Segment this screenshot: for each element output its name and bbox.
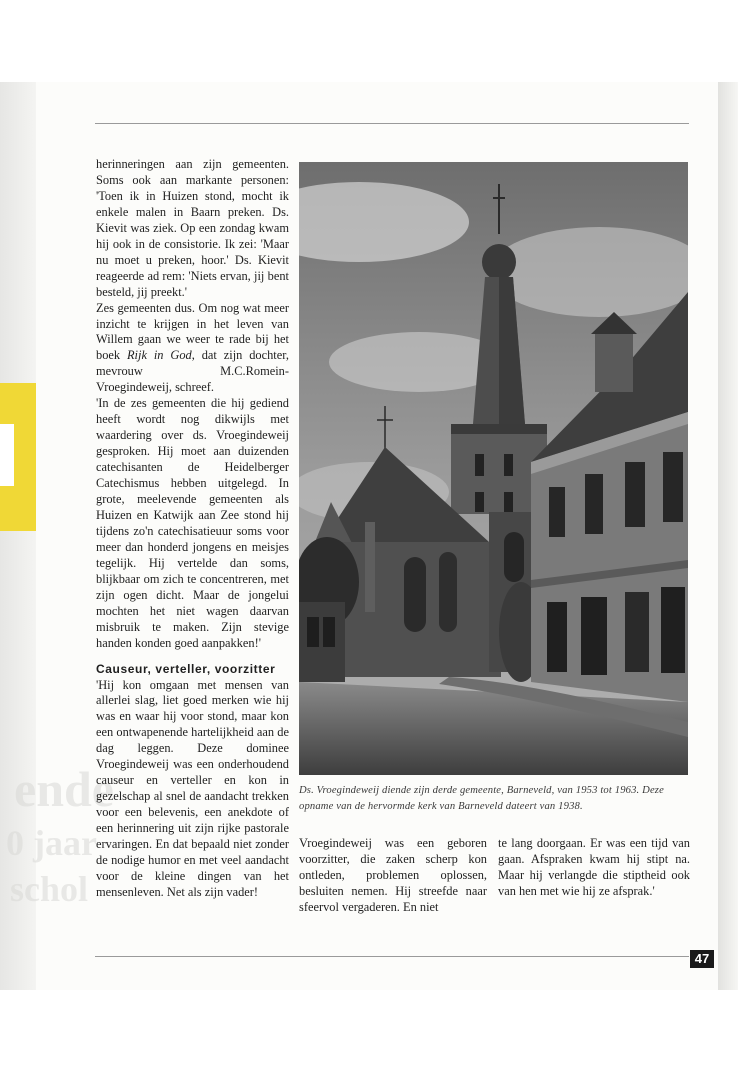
paragraph-six-congregations-start: Zes gemeenten dus. Om nog wat meer inzicht te krijgen in het leven van Willem gaan we weer te rade bij het boek	[96, 300, 289, 363]
shop-window	[661, 587, 685, 673]
shop-window	[547, 602, 567, 672]
paragraph-appointments: te lang doorgaan. Er was een tijd van gaan. Afspraken kwam hij stipt na. Maar hij verlangde die stiptheid ook van hen met wie hij ze afsprak.'	[498, 836, 690, 898]
house-window	[549, 487, 565, 537]
show-through-text-1: ende	[14, 761, 114, 817]
yellow-tab-notch	[0, 424, 14, 486]
dormer	[595, 332, 633, 392]
barneveld-church-illustration	[299, 162, 688, 775]
photo-caption: Ds. Vroegindeweij diende zijn derde gemeente, Barneveld, van 1953 tot 1963. Deze opname van de hervormde kerk van Barneveld dateert van 1938.	[299, 785, 664, 812]
church-window	[439, 552, 457, 632]
chimney	[365, 522, 375, 612]
paragraph-chairman: Vroegindeweij was een geboren voorzitter, die zaken scherp kon ontleden, problemen oplossen, besluiten nemen. Hij streefde naar sfeervol vergaderen. En niet	[299, 836, 487, 914]
show-through-text-2: 0 jaar	[6, 823, 97, 863]
paragraph-causeur: 'Hij kon omgaan met mensen van allerlei slag, liet goed merken wie hij was en waar hij voor stond, maar kon een ontwapenende hartelijkheid aan de dag leggen. Deze dominee Vroegindeweij was een onderhoudend causeur en verteller en kon in gezelschap al snel de aandacht trekken voor een belevenis, een anekdote of een herinnering uit zijn rijke pastorale ervaringen. En dat bepaald niet zonder de nodige humor en met veel aandacht voor de kleine dingen van het mensenleven. Net als zijn vader!	[96, 677, 289, 899]
page-number: 47	[690, 950, 714, 968]
page-fold-shadow	[718, 82, 738, 990]
house-window	[625, 462, 645, 527]
tower-window	[504, 454, 513, 476]
right-text-column	[498, 836, 690, 900]
middle-text-column	[299, 836, 487, 916]
left-text-column	[96, 157, 289, 901]
book-title: Rijk in God	[126, 348, 192, 363]
church-photo	[299, 162, 688, 775]
shop-door	[625, 592, 649, 672]
tower-onion-dome	[482, 244, 516, 280]
top-rule	[95, 123, 689, 124]
bottom-rule	[95, 956, 689, 957]
house-window	[585, 474, 603, 534]
paragraph-memories: herinneringen aan zijn gemeenten. Soms ook aan markante personen: 'Toen ik in Huizen stond, mocht ik enkele malen in Baarn preken. Ds. Kievit was ziek. Op een zondag kwam hij ook in de consistorie. Ik zei: 'Maar nu moet u preken, hoor.' Ds. Kievit reageerde ad rem: 'Niets ervan, jij bent besteld, jij preekt.'	[96, 157, 289, 299]
shop-window	[581, 597, 607, 675]
paragraph-catechism: 'In de zes gemeenten die hij gediend heeft wordt nog dikwijls met waardering over ds. Vroegindeweij gesproken. Hij moet aan duizenden catechisanten de Heidelberger Catechismus hebben uitgelegd. In grote, meelevende gemeenten als Huizen en Katwijk aan Zee stond hij tijdens zo'n catechisatieuur soms voor meer dan honderd jongens en meisjes tegelijk. Hij vertelde dan soms, blijkbaar om zich te concentreren, met zijn ogen dicht. Maar de jongelui mochten het niet wagen daarvan misbruik te maken. Zijn stevige handen konden goed aanpakken!'	[96, 396, 289, 650]
section-subheading: Causeur, verteller, voorzitter	[96, 661, 276, 676]
church-window	[404, 557, 426, 632]
paragraph-six-congregations-end: , dat zijn dochter, mevrouw M.C.Romein-Vroegindeweij, schreef.	[96, 348, 289, 395]
house-left	[299, 602, 345, 682]
paragraph-six-congregations	[96, 301, 289, 397]
show-through-text-3: schol	[10, 869, 89, 909]
house-window	[663, 452, 683, 522]
tower-window	[475, 454, 484, 476]
